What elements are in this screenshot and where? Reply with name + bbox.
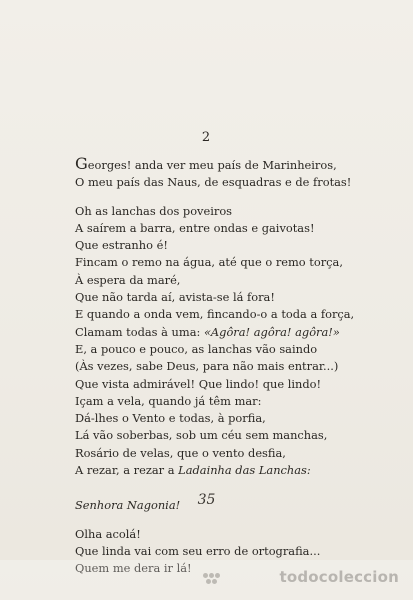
- poem-line: Que não tarda aí, avista-se lá fora!: [75, 290, 275, 305]
- poem-line-text: Clamam todas à uma:: [75, 324, 204, 339]
- poem-line: A saírem a barra, entre ondas e gaivotas!: [75, 220, 315, 235]
- poem-line: E, a pouco e pouco, as lanchas vão saindo: [75, 341, 318, 356]
- poem: [75, 154, 405, 578]
- poem-line: (Às vezes, sabe Deus, para não mais entrar...): [75, 359, 339, 374]
- poem-line: Fincam o remo na água, até que o remo torça,: [75, 255, 343, 270]
- poem-line: O meu país das Naus, de esquadras e de frotas!: [75, 175, 352, 190]
- invocation-line: Senhora Nagonia!: [75, 498, 181, 513]
- poem-line: [75, 154, 405, 174]
- poem-line: Içam a vela, quando já têm mar:: [75, 393, 262, 408]
- poem-line-text: eorges! anda ver meu país de Marinheiros,: [87, 158, 337, 172]
- poem-line: Olha acolá!: [75, 526, 141, 541]
- poem-line: Quem me dera ir lá!: [75, 561, 192, 576]
- poem-line: Que estranho é!: [75, 238, 168, 253]
- section-number: 2: [201, 130, 212, 145]
- poem-line: Rosário de velas, que o vento desfia,: [75, 445, 286, 460]
- watermark-logo-icon: [203, 573, 225, 585]
- poem-line: Lá vão soberbas, sob um céu sem manchas,: [75, 428, 328, 443]
- italic-title: Ladainha das Lanchas:: [178, 463, 311, 478]
- stanza-2: [75, 203, 405, 480]
- poem-line: Que linda vai com seu erro de ortografia...: [75, 543, 321, 558]
- poem-line: [75, 324, 405, 341]
- drop-cap: G: [75, 154, 88, 173]
- poem-line: E quando a onda vem, fincando-o a toda a força,: [75, 307, 355, 322]
- poem-line: [75, 462, 405, 479]
- italic-exclamation: «Agôra! agôra! agôra!»: [203, 324, 340, 339]
- page-number: 35: [197, 492, 216, 508]
- poem-line: À espera da maré,: [75, 272, 181, 287]
- stanza-1: [75, 154, 405, 192]
- poem-line: Dá-lhes o Vento e todas, à porfia,: [75, 411, 266, 426]
- poem-line: Oh as lanchas dos poveiros: [75, 203, 233, 218]
- watermark-text: todocoleccion: [279, 568, 399, 586]
- poem-line-text: A rezar, a rezar a: [75, 463, 179, 478]
- poem-line: Que vista admirável! Que lindo! que lindo!: [75, 376, 322, 391]
